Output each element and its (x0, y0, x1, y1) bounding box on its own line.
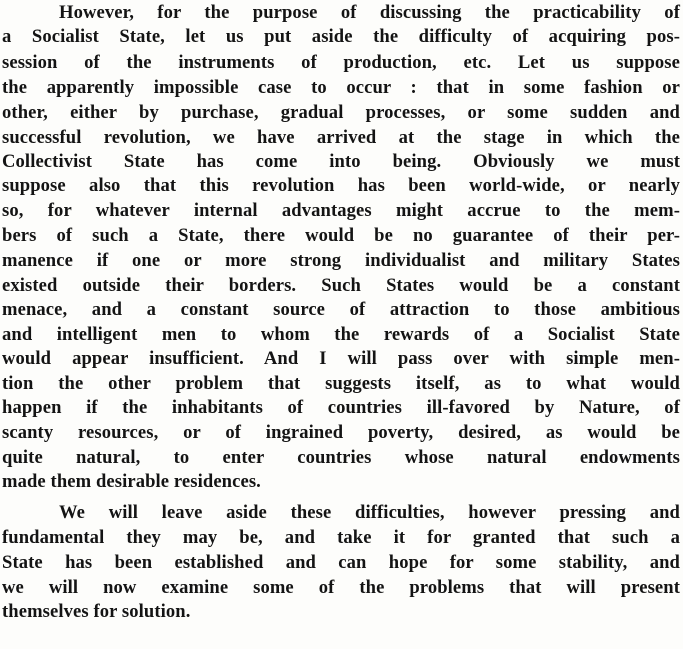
text-line: themselves for solution. (2, 601, 191, 622)
text-line: we will now examine some of the problems that will present (2, 577, 680, 598)
text-line: the apparently impossible case to occur : that in some fashion or (2, 77, 680, 98)
text-line: a Socialist State, let us put aside the difficulty of acquiring pos- (2, 26, 680, 47)
text-line: tion the other problem that suggests itself, as to what would (2, 373, 680, 394)
text-line: State has been established and can hope for some stability, and (2, 552, 680, 573)
text-line: made them desirable residences. (2, 471, 261, 492)
text-line: We will leave aside these difficulties, however pressing and (59, 502, 680, 523)
text-line: happen if the inhabitants of countries ill-favored by Nature, of (2, 397, 680, 418)
text-line: fundamental they may be, and take it for granted that such a (2, 527, 680, 548)
text-line: manence if one or more strong individualist and military States (2, 250, 680, 271)
text-line: session of the instruments of production, etc. Let us suppose (2, 52, 680, 73)
text-line: suppose also that this revolution has been world-wide, or nearly (2, 175, 680, 196)
text-line: scanty resources, or of ingrained poverty, desired, as would be (2, 422, 680, 443)
text-line: would appear insufficient. And I will pass over with simple men- (2, 348, 680, 369)
text-line: successful revolution, we have arrived at the stage in which the (2, 127, 680, 148)
text-line: menace, and a constant source of attraction to those ambitious (2, 299, 680, 320)
text-line: and intelligent men to whom the rewards of a Socialist State (2, 324, 680, 345)
text-line: other, either by purchase, gradual processes, or some sudden and (2, 102, 680, 123)
text-line: so, for whatever internal advantages might accrue to the mem- (2, 200, 680, 221)
text-line: bers of such a State, there would be no guarantee of their per- (2, 225, 680, 246)
text-line: However, for the purpose of discussing the practicability of (59, 2, 680, 23)
text-line: Collectivist State has come into being. Obviously we must (2, 151, 680, 172)
text-line: existed outside their borders. Such States would be a constant (2, 275, 680, 296)
text-line: quite natural, to enter countries whose natural endowments (2, 447, 680, 468)
